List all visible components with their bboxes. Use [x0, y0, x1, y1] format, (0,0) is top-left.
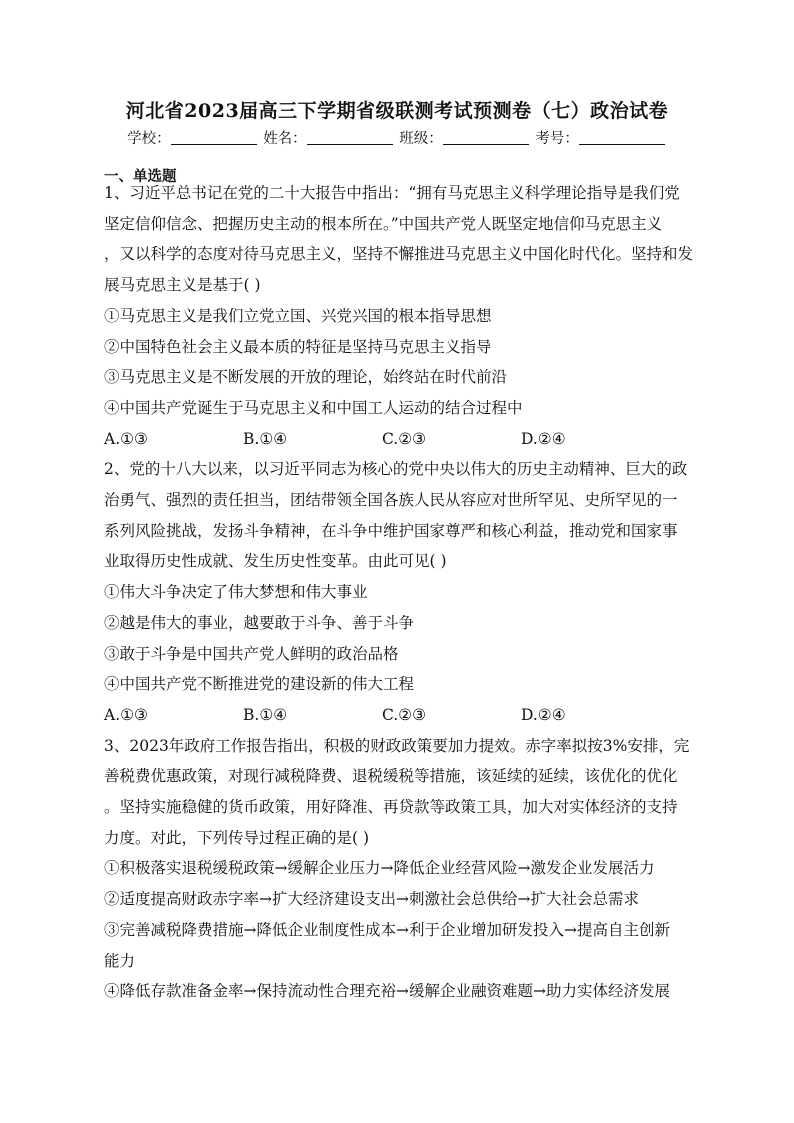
- exam-title: 河北省2023届高三下学期省级联测考试预测卷（七）政治试卷: [125, 100, 669, 122]
- choice-b[interactable]: B.①④: [243, 705, 288, 724]
- question-1: [104, 178, 694, 454]
- student-info-line: [0, 127, 794, 148]
- question-1-option: ①马克思主义是我们立党立国、兴党兴国的根本指导思想: [104, 306, 492, 325]
- question-2-option: ②越是伟大的事业，越要敢于斗争、善于斗争: [104, 613, 415, 632]
- question-3-option: ④降低存款准备金率→保持流动性合理充裕→缓解企业融资难题→助力实体经济发展: [104, 982, 670, 1001]
- question-1-option: ④中国共产党诞生于马克思主义和中国工人运动的结合过程中: [104, 398, 523, 417]
- choice-c[interactable]: C.②③: [382, 705, 427, 724]
- choice-b[interactable]: B.①④: [243, 429, 288, 448]
- question-3-stem-line: 3、2023年政府工作报告指出，积极的财政政策要加力提效。赤字率拟按3%安排，完: [104, 736, 690, 755]
- question-2-stem-line: 业取得历史性成就、发生历史性变革。由此可见( ): [104, 552, 447, 571]
- question-3-stem-line: 力度。对此，下列传导过程正确的是( ): [104, 828, 370, 847]
- question-2-option: ④中国共产党不断推进党的建设新的伟大工程: [104, 675, 415, 694]
- exam-number-label: 考号：: [535, 131, 579, 147]
- question-2-stem-line: 系列风险挑战，发扬斗争精神，在斗争中维护国家尊严和核心利益，推动党和国家事: [104, 521, 678, 540]
- question-3-option: ②适度提高财政赤字率→扩大经济建设支出→刺激社会总供给→扩大社会总需求: [104, 890, 639, 909]
- question-1-option: ②中国特色社会主义最本质的特征是坚持马克思主义指导: [104, 337, 492, 356]
- question-3-option: ①积极落实退税缓税政策→缓解企业压力→降低企业经营风险→激发企业发展活力: [104, 859, 655, 878]
- class-label: 班级：: [399, 131, 443, 147]
- choice-d[interactable]: D.②④: [521, 429, 566, 448]
- question-3-option: ③完善减税降费措施→降低企业制度性成本→利于企业增加研发投入→提高自主创新: [104, 920, 670, 939]
- choice-c[interactable]: C.②③: [382, 429, 427, 448]
- section-heading: 一、单选题: [104, 168, 177, 185]
- question-1-choices: [104, 424, 694, 455]
- question-2-option: ①伟大斗争决定了伟大梦想和伟大事业: [104, 583, 368, 602]
- school-blank[interactable]: [171, 130, 257, 145]
- question-3-stem-line: 善税费优惠政策，对现行减税降费、退税缓税等措施，该延续的延续，该优化的优化: [104, 767, 678, 786]
- question-2-choices: [104, 700, 694, 731]
- name-label: 姓名：: [263, 131, 307, 147]
- school-label: 学校：: [127, 131, 171, 147]
- question-1-stem-line: 坚定信仰信念、把握历史主动的根本所在。”中国共产党人既坚定地信仰马克思主义: [104, 214, 663, 233]
- question-1-stem-line: 1、习近平总书记在党的二十大报告中指出：“拥有马克思主义科学理论指导是我们党: [104, 184, 680, 202]
- choice-d[interactable]: D.②④: [521, 705, 566, 724]
- question-3-option: 能力: [104, 951, 136, 970]
- question-3-stem-line: 。坚持实施稳健的货币政策，用好降准、再贷款等政策工具，加大对实体经济的支持: [104, 798, 678, 817]
- question-1-option: ③马克思主义是不断发展的开放的理论，始终站在时代前沿: [104, 368, 508, 387]
- question-2-stem-line: 治勇气、强烈的责任担当，团结带领全国各族人民从容应对世所罕见、史所罕见的一: [104, 491, 678, 510]
- question-2: [104, 454, 694, 730]
- name-blank[interactable]: [307, 130, 393, 145]
- questions-content: [104, 178, 694, 1007]
- question-2-option: ③敢于斗争是中国共产党人鲜明的政治品格: [104, 644, 399, 663]
- question-1-stem-line: ，又以科学的态度对待马克思主义，坚持不懈推进马克思主义中国化时代化。坚持和发: [104, 245, 694, 264]
- question-2-stem-line: 2、党的十八大以来，以习近平同志为核心的党中央以伟大的历史主动精神、巨大的政: [104, 460, 688, 479]
- choice-a[interactable]: A.①③: [104, 429, 148, 448]
- question-3: [104, 731, 694, 1007]
- question-1-stem-line: 展马克思主义是基于( ): [104, 276, 261, 295]
- choice-a[interactable]: A.①③: [104, 705, 148, 724]
- class-blank[interactable]: [443, 130, 529, 145]
- exam-number-blank[interactable]: [579, 130, 665, 145]
